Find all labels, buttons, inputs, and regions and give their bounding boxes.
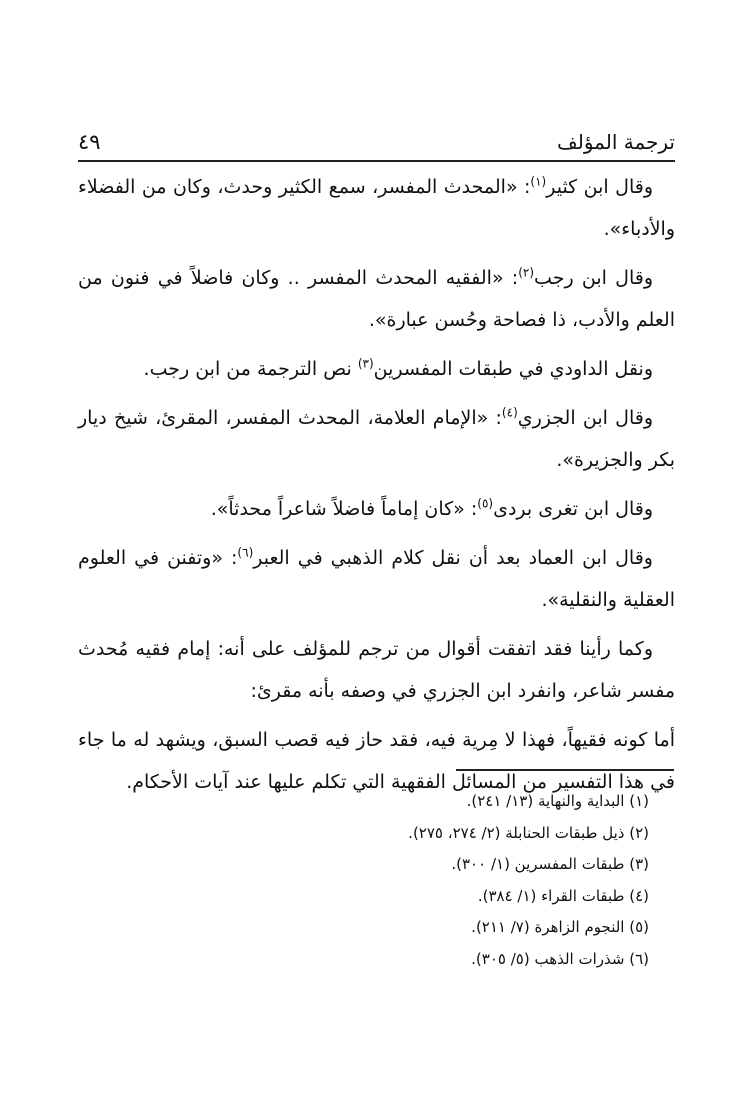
footnote-ref-6: (٦)	[237, 545, 254, 560]
paragraph-text: وقال ابن تغرى بردى	[493, 498, 653, 520]
footnote-item: (٢) ذيل طبقات الحنابلة (٢/ ٢٧٤، ٢٧٥).	[408, 823, 649, 842]
paragraph-text: نص الترجمة من ابن رجب.	[143, 358, 358, 380]
paragraph-ibn-rajab	[78, 257, 675, 341]
footnote-ref-5: (٥)	[477, 496, 494, 511]
paragraph-text: : «الإمام العلامة، المحدث المفسر، المقرئ، شيخ ديار بكر والجزيرة».	[78, 407, 675, 471]
paragraph-ibn-imad	[78, 537, 675, 621]
paragraph-text: ونقل الداودي في طبقات المفسرين	[373, 358, 653, 380]
paragraph-text: أما كونه فقيهاً، فهذا لا مِرية فيه، فقد حاز فيه قصب السبق، ويشهد له ما جاء في هذا التفسير من المسائل الفقهية التي تكلم عليها عند آيات الأحكام.	[78, 729, 675, 793]
footnote-item: (٤) طبقات القراء (١/ ٣٨٤).	[477, 886, 649, 905]
footnote-ref-2: (٢)	[518, 265, 535, 280]
footnote-item: (١) البداية والنهاية (١٣/ ٢٤١).	[466, 792, 649, 810]
paragraph-summary	[78, 628, 675, 712]
running-title: ترجمة المؤلف	[557, 130, 675, 154]
main-text	[78, 166, 675, 810]
paragraph-text: وقال ابن العماد بعد أن نقل كلام الذهبي في العبر	[253, 547, 653, 569]
footnotes	[78, 786, 675, 975]
paragraph-text: : «كان إماماً فاضلاً شاعراً محدثاً».	[210, 498, 478, 520]
paragraph-text: وقال ابن رجب	[534, 267, 653, 289]
paragraph-text: : «الفقيه المحدث المفسر .. وكان فاضلاً في فنون من العلم والأدب، ذا فصاحة وحُسن عبارة».	[78, 267, 675, 331]
paragraph-ibn-jazari	[78, 397, 675, 481]
paragraph-text: : «وتفنن في العلوم العقلية والنقلية».	[78, 547, 675, 611]
paragraph-text: وقال ابن الجزري	[517, 407, 654, 429]
paragraph-text: وكما رأينا فقد اتفقت أقوال من ترجم للمؤلف على أنه: إمام فقيه مُحدث مفسر شاعر، وانفرد ابن الجزري في وصفه بأنه مقرئ:	[78, 638, 675, 702]
page-number: ٤٩	[78, 130, 101, 154]
paragraph-text: : «المحدث المفسر، سمع الكثير وحدث، وكان من الفضلاء والأدباء».	[78, 176, 675, 240]
footnote-separator	[456, 769, 674, 771]
footnote-ref-3: (٣)	[357, 356, 374, 371]
page-header	[78, 126, 675, 162]
paragraph-ibn-kathir	[78, 166, 675, 250]
footnote-item: (٦) شذرات الذهب (٥/ ٣٠٥).	[471, 949, 649, 968]
footnote-item: (٥) النجوم الزاهرة (٧/ ٢١١).	[471, 918, 649, 936]
footnote-ref-4: (٤)	[501, 405, 518, 420]
footnote-ref-1: (١)	[530, 174, 547, 189]
paragraph-text: وقال ابن كثير	[546, 176, 653, 198]
paragraph-ibn-taghri-birdi	[78, 488, 675, 530]
footnote-item: (٣) طبقات المفسرين (١/ ٣٠٠).	[451, 855, 649, 873]
paragraph-dawudi	[78, 348, 675, 390]
